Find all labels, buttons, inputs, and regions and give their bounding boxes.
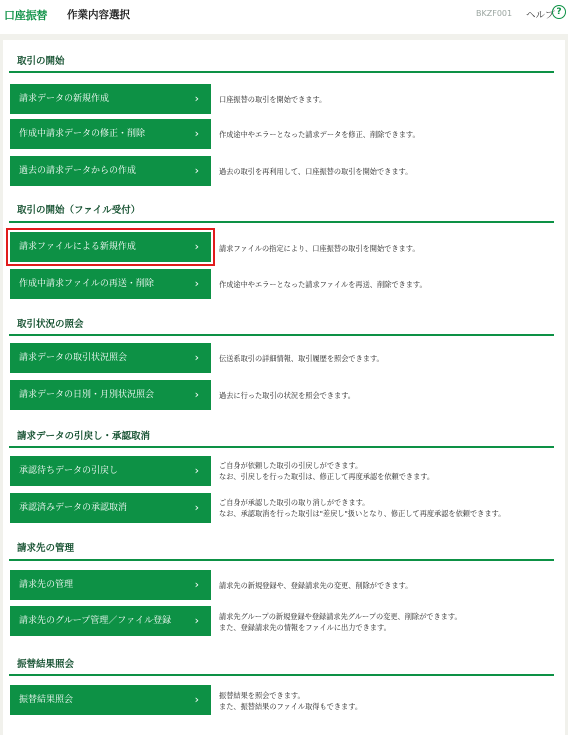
button-label: 作成中請求データの修正・削除	[19, 129, 146, 139]
action-description: ご自身が承認した取引の取り消しができます。 なお、承認取消を行った取引は"差戻し"扱いとなり、修正して再度承認を依頼できます。	[219, 498, 506, 518]
action-description: ご自身が依頼した取引の引戻しができます。 なお、引戻しを行った取引は、修正して再度承認を依頼できます。	[219, 461, 435, 481]
section-divider	[9, 559, 554, 561]
transaction-status-inquiry-button[interactable]	[10, 343, 211, 373]
section-title-customer-management: 請求先の管理	[17, 543, 75, 554]
chevron-right-icon: ›	[194, 92, 199, 105]
action-description: 口座振替の取引を開始できます。	[219, 95, 327, 104]
action-description: 請求ファイルの指定により、口座振替の取引を開始できます。	[219, 244, 420, 253]
app-title: 口座振替	[4, 9, 48, 22]
transfer-result-inquiry-button[interactable]	[10, 685, 211, 715]
resend-delete-request-file-button[interactable]	[10, 269, 211, 299]
cancel-approved-data-button[interactable]	[10, 493, 211, 523]
action-description: 請求先グループの新規登録や登録請求先グループの変更、削除ができます。 また、登録請求先の情報をファイルに出力できます。	[219, 612, 462, 632]
help-link[interactable]: ヘルプ	[526, 10, 555, 21]
chevron-right-icon: ›	[194, 464, 199, 477]
edit-draft-request-button[interactable]	[10, 119, 211, 149]
section-divider	[9, 334, 554, 336]
chevron-right-icon: ›	[194, 501, 199, 514]
button-label: 承認済みデータの承認取消	[19, 503, 128, 513]
daily-monthly-status-inquiry-button[interactable]	[10, 380, 211, 410]
button-label: 請求先のグループ管理／ファイル登録	[19, 616, 172, 626]
section-title-file-reception: 取引の開始（ファイル受付）	[17, 205, 141, 216]
create-new-request-button[interactable]	[10, 84, 211, 114]
button-label: 過去の請求データからの作成	[19, 166, 137, 176]
chevron-right-icon: ›	[194, 164, 199, 177]
chevron-right-icon: ›	[194, 614, 199, 627]
chevron-right-icon: ›	[194, 388, 199, 401]
chevron-right-icon: ›	[194, 127, 199, 140]
action-description: 作成途中やエラーとなった請求ファイルを再送、削除できます。	[219, 280, 427, 289]
chevron-right-icon: ›	[194, 351, 199, 364]
section-divider	[9, 674, 554, 676]
page-title: 作業内容選択	[67, 9, 130, 21]
action-description: 伝送系取引の詳細情報、取引履歴を照会できます。	[219, 354, 384, 363]
create-from-past-request-button[interactable]	[10, 156, 211, 186]
chevron-right-icon: ›	[194, 693, 199, 706]
section-title-transfer-result: 振替結果照会	[17, 659, 75, 670]
button-label: 請求データの新規作成	[19, 94, 110, 104]
action-description: 作成途中やエラーとなった請求データを修正、削除できます。	[219, 130, 420, 139]
action-description: 過去に行った取引の状況を照会できます。	[219, 391, 355, 400]
chevron-right-icon: ›	[194, 240, 199, 253]
section-title-status-inquiry: 取引状況の照会	[17, 319, 84, 330]
app-header	[0, 0, 568, 30]
button-label: 請求データの取引状況照会	[19, 353, 128, 363]
screen-code: BKZF001	[476, 9, 513, 18]
section-divider	[9, 221, 554, 223]
section-title-withdraw-cancel: 請求データの引戻し・承認取消	[17, 431, 151, 442]
help-icon[interactable]: ?	[552, 5, 566, 19]
section-title-transaction-start: 取引の開始	[17, 56, 65, 67]
button-label: 作成中請求ファイルの再送・削除	[19, 279, 154, 289]
action-description: 請求先の新規登録や、登録請求先の変更、削除ができます。	[219, 581, 413, 590]
withdraw-pending-approval-button[interactable]	[10, 456, 211, 486]
button-label: 請求ファイルによる新規作成	[19, 242, 136, 252]
group-management-file-registration-button[interactable]	[10, 606, 211, 636]
customer-management-button[interactable]	[10, 570, 211, 600]
action-description: 振替結果を照会できます。 また、振替結果のファイル取得もできます。	[219, 691, 363, 711]
section-divider	[9, 446, 554, 448]
button-label: 請求先の管理	[19, 580, 74, 590]
create-from-request-file-button[interactable]	[10, 232, 211, 262]
button-label: 振替結果照会	[19, 695, 74, 705]
chevron-right-icon: ›	[194, 578, 199, 591]
button-label: 承認待ちデータの引戻し	[19, 466, 119, 476]
chevron-right-icon: ›	[194, 277, 199, 290]
button-label: 請求データの日別・月別状況照会	[19, 390, 155, 400]
section-divider	[9, 71, 554, 73]
action-description: 過去の取引を再利用して、口座振替の取引を開始できます。	[219, 167, 413, 176]
